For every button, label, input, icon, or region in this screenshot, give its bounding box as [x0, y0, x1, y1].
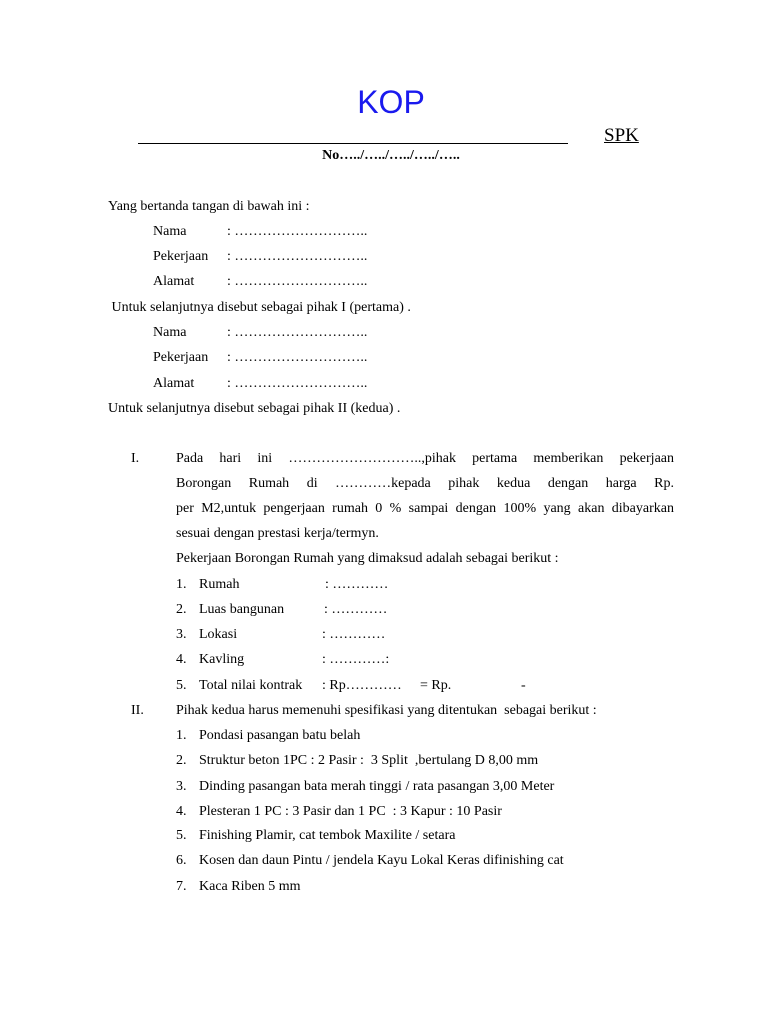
pihak2-nama-label: Nama [153, 325, 187, 340]
letterhead-title: KOP [357, 84, 425, 120]
section1-line-4: sesuai dengan prestasi kerja/termyn. [176, 526, 379, 541]
list-item-value: : ………… [325, 577, 389, 592]
spec-item-number: 6. [176, 853, 187, 868]
list-item-label: Lokasi [199, 627, 238, 642]
pihak2-alamat-value: : ……………………….. [227, 376, 368, 391]
list-item-label: Total nilai kontrak [199, 678, 303, 693]
list-item-label: Luas bangunan [199, 602, 285, 617]
spec-item-number: 5. [176, 828, 187, 843]
section2-heading: Pihak kedua harus memenuhi spesifikasi yang ditentukan sebagai berikut : [176, 703, 597, 718]
letterhead-rule [138, 143, 568, 144]
intro-text: Yang bertanda tangan di bawah ini : [108, 199, 310, 214]
spec-item-number: 3. [176, 779, 187, 794]
pihak1-closing: Untuk selanjutnya disebut sebagai pihak I (pertama) . [108, 300, 411, 315]
pihak1-pekerjaan-value: : ……………………….. [227, 249, 368, 264]
list-item-dash: - [521, 678, 526, 693]
spec-item-number: 1. [176, 728, 187, 743]
spec-item-text: Pondasi pasangan batu belah [199, 728, 361, 743]
spec-item-text: Dinding pasangan bata merah tinggi / rata pasangan 3,00 Meter [199, 779, 555, 794]
section2-numeral: II. [131, 703, 144, 718]
list-item-number: 2. [176, 602, 187, 617]
pihak1-nama-label: Nama [153, 224, 187, 239]
section1-line-3: per M2,untuk pengerjaan rumah 0 % sampai dengan 100% yang akan dibayarkan [176, 501, 674, 516]
pihak2-pekerjaan-label: Pekerjaan [153, 350, 209, 365]
list-item-number: 5. [176, 678, 187, 693]
spec-item-text: Struktur beton 1PC : 2 Pasir : 3 Split ,bertulang D 8,00 mm [199, 753, 539, 768]
list-item-value: : Rp………… [322, 678, 402, 693]
spec-item-number: 7. [176, 879, 187, 894]
list-item-value: : …………: [322, 652, 390, 667]
pihak1-alamat-label: Alamat [153, 274, 195, 289]
spec-item-number: 4. [176, 804, 187, 819]
list-item-label: Rumah [199, 577, 240, 592]
pihak2-alamat-label: Alamat [153, 376, 195, 391]
pihak2-nama-value: : ……………………….. [227, 325, 368, 340]
spec-item-text: Plesteran 1 PC : 3 Pasir dan 1 PC : 3 Kapur : 10 Pasir [199, 804, 502, 819]
pihak1-pekerjaan-label: Pekerjaan [153, 249, 209, 264]
list-item-number: 3. [176, 627, 187, 642]
list-item-value: : ………… [322, 627, 386, 642]
pihak1-nama-value: : ……………………….. [227, 224, 368, 239]
list-item-value: : ………… [324, 602, 388, 617]
section1-subheading: Pekerjaan Borongan Rumah yang dimaksud adalah sebagai berikut : [176, 551, 559, 566]
document-number: No…../…../…../…../….. [322, 148, 460, 163]
section1-line-1: Pada hari ini ………………………..,pihak pertama memberikan pekerjaan [176, 451, 674, 466]
document-code: SPK [604, 125, 639, 146]
pihak2-pekerjaan-value: : ……………………….. [227, 350, 368, 365]
list-item-label: Kavling [199, 652, 245, 667]
spec-item-number: 2. [176, 753, 187, 768]
list-item-total: = Rp. [420, 678, 452, 693]
spec-item-text: Finishing Plamir, cat tembok Maxilite / setara [199, 828, 456, 843]
section1-numeral: I. [131, 451, 140, 466]
spec-item-text: Kaca Riben 5 mm [199, 879, 301, 894]
pihak2-closing: Untuk selanjutnya disebut sebagai pihak II (kedua) . [108, 401, 401, 416]
list-item-number: 1. [176, 577, 187, 592]
list-item-number: 4. [176, 652, 187, 667]
pihak1-alamat-value: : ……………………….. [227, 274, 368, 289]
section1-line-2: Borongan Rumah di …………kepada pihak kedua dengan harga Rp. [176, 476, 674, 491]
spec-item-text: Kosen dan daun Pintu / jendela Kayu Lokal Keras difinishing cat [199, 853, 564, 868]
